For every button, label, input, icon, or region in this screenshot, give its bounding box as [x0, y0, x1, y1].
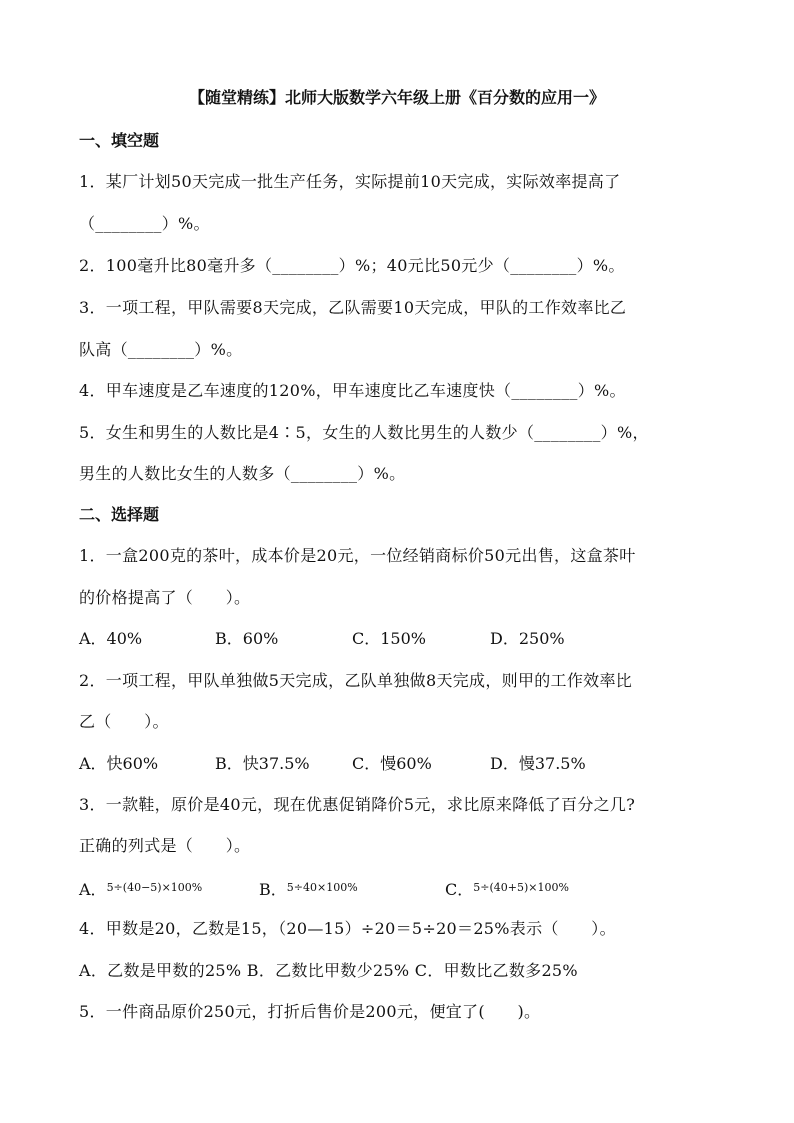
choice-q1-option-d: D．250% [490, 629, 565, 648]
choice-q3-option-a [79, 878, 202, 900]
section1-heading: 一、填空题 [79, 131, 160, 150]
fill-q5-line1: 5．女生和男生的人数比是4∶5，女生的人数比男生的人数少（________）%， [79, 423, 649, 442]
choice-q4-line1: 4．甲数是20，乙数是15，（20—15）÷20＝5÷20＝25%表示（ ）。 [79, 919, 616, 938]
fill-q3-line2: 队高（________）%。 [79, 340, 243, 359]
choice-q2-line2: 乙（ ）。 [79, 712, 169, 731]
choice-q1-line2: 的价格提高了（ ）。 [79, 588, 251, 607]
choice-q3-option-b [259, 878, 358, 900]
option-formula: 5÷(40−5)×100% [106, 881, 203, 894]
option-formula: 5÷40×100% [286, 881, 358, 894]
choice-q2-option-c: C．慢60% [352, 754, 432, 773]
choice-q2-option-a: A．快60% [79, 754, 159, 773]
fill-q3-line1: 3．一项工程，甲队需要8天完成，乙队需要10天完成，甲队的工作效率比乙 [79, 298, 627, 317]
page-title: 【随堂精练】北师大版数学六年级上册《百分数的应用一》 [188, 88, 605, 107]
choice-q2-option-b: B．快37.5% [215, 754, 310, 773]
choice-q3-line1: 3．一款鞋，原价是40元，现在优惠促销降价5元，求比原来降低了百分之几? [79, 795, 636, 814]
choice-q4-options: A．乙数是甲数的25% B．乙数比甲数少25% C．甲数比乙数多25% [79, 961, 578, 980]
choice-q1-line1: 1．一盒200克的茶叶，成本价是20元，一位经销商标价50元出售，这盒茶叶 [79, 546, 636, 565]
option-letter: C． [445, 880, 474, 899]
fill-q1-line1: 1．某厂计划50天完成一批生产任务，实际提前10天完成，实际效率提高了 [79, 172, 621, 191]
choice-q5-line1: 5．一件商品原价250元，打折后售价是200元，便宜了( )。 [79, 1002, 541, 1021]
choice-q3-line2: 正确的列式是（ ）。 [79, 836, 251, 855]
choice-q2-option-d: D．慢37.5% [490, 754, 586, 773]
fill-q2-line1: 2．100毫升比80毫升多（________）%；40元比50元少（________）%。 [79, 256, 625, 275]
option-formula: 5÷(40+5)×100% [473, 881, 569, 894]
fill-q1-line2: （________）%。 [79, 214, 210, 233]
choice-q1-option-b: B．60% [215, 629, 279, 648]
choice-q2-line1: 2．一项工程，甲队单独做5天完成，乙队单独做8天完成，则甲的工作效率比 [79, 671, 633, 690]
choice-q1-option-c: C．150% [352, 629, 426, 648]
option-letter: A． [79, 880, 107, 899]
choice-q1-option-a: A．40% [79, 629, 143, 648]
choice-q3-option-c [445, 878, 569, 900]
section2-heading: 二、选择题 [79, 505, 160, 524]
option-letter: B． [259, 880, 287, 899]
fill-q4-line1: 4．甲车速度是乙车速度的120%，甲车速度比乙车速度快（________）%。 [79, 381, 626, 400]
fill-q5-line2: 男生的人数比女生的人数多（________）%。 [79, 464, 406, 483]
